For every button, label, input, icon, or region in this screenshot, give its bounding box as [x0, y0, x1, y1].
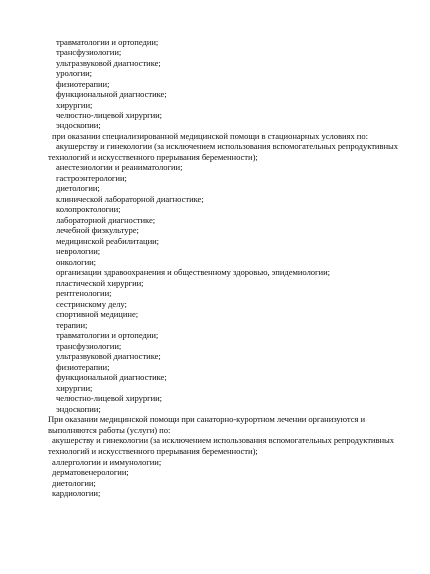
text-line: трансфузиологии;: [56, 47, 122, 57]
text-line: хирургии;: [56, 100, 93, 110]
text-line: пластической хирургии;: [56, 278, 144, 288]
text-line: кардиологии;: [52, 488, 101, 498]
text-line: эндоскопии;: [56, 404, 101, 414]
text-line: челюстно-лицевой хирургии;: [56, 393, 163, 403]
text-line: спортивной медицине;: [56, 309, 139, 319]
text-line: анестезиологии и реаниматологии;: [56, 162, 183, 172]
text-line: функциональной диагностике;: [56, 89, 167, 99]
text-line: эндоскопии;: [56, 120, 101, 130]
text-line: акушерству и гинекологии (за исключением использования вспомогательных репродуктивных: [52, 435, 394, 445]
text-line: колопроктологии;: [56, 204, 121, 214]
text-line: физиотерапии;: [56, 362, 110, 372]
section-heading: при оказании специализированной медицинской помощи в стационарных условиях по:: [52, 131, 368, 141]
text-line: медицинской реабилитации;: [56, 236, 160, 246]
text-line: травматологии и ортопедии;: [56, 37, 159, 47]
text-line: технологий и искусственного прерывания беременности);: [48, 152, 258, 162]
text-line: травматологии и ортопедии;: [56, 330, 159, 340]
text-line: гастроэнтерологии;: [56, 173, 127, 183]
text-line: урологии;: [56, 68, 93, 78]
section-heading: При оказании медицинской помощи при санаторно-курортном лечении организуются и: [48, 414, 366, 424]
text-line: физиотерапии;: [56, 79, 110, 89]
text-line: организации здравоохранения и общественному здоровью, эпидемиологии;: [56, 267, 330, 277]
text-line: рентгенологии;: [56, 288, 112, 298]
text-line: диетологии;: [56, 183, 100, 193]
text-line: ультразвуковой диагностике;: [56, 58, 161, 68]
text-line: клинической лабораторной диагностике;: [56, 194, 204, 204]
text-line: терапии;: [56, 320, 88, 330]
text-line: акушерству и гинекологии (за исключением использования вспомогательных репродуктивных: [56, 141, 398, 151]
text-line: функциональной диагностике;: [56, 372, 167, 382]
text-line: сестринскому делу;: [56, 299, 127, 309]
text-line: хирургии;: [56, 383, 93, 393]
text-line: неврологии;: [56, 246, 101, 256]
text-line: трансфузиологии;: [56, 341, 122, 351]
text-line: челюстно-лицевой хирургии;: [56, 110, 163, 120]
text-line: аллергологии и иммунологии;: [52, 457, 162, 467]
text-line: дерматовенерологии;: [52, 467, 129, 477]
text-line: диетологии;: [52, 478, 96, 488]
text-line: технологий и искусственного прерывания беременности);: [48, 446, 258, 456]
text-line: ультразвуковой диагностике;: [56, 351, 161, 361]
text-line: онкологии;: [56, 257, 97, 267]
text-line: лечебной физкультуре;: [56, 225, 139, 235]
text-line: лабораторной диагностике;: [56, 215, 156, 225]
text-line: выполняются работы (услуги) по:: [48, 425, 171, 435]
